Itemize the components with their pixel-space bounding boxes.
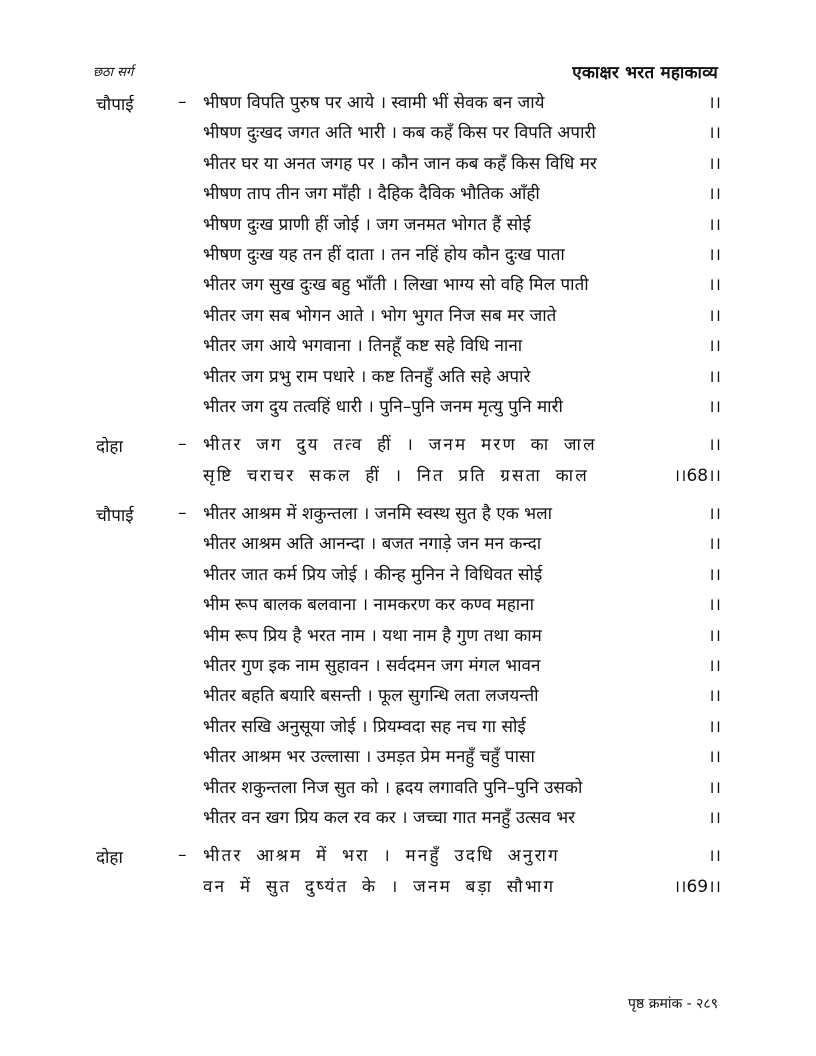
verse-line (203, 681, 721, 711)
verse-line (203, 590, 721, 620)
verse-line (203, 651, 721, 681)
verse-text: भीतर जग दुय तत्व हीं । जनम मरण का जाल (203, 435, 597, 456)
verse-line (203, 712, 721, 742)
verse-line (203, 362, 721, 392)
verse-line (203, 118, 721, 148)
verse-text: भीतर गुण इक नाम सुहावन । सर्वदमन जग मंगल भावन (203, 656, 541, 677)
verse-lines (203, 88, 721, 422)
verse-end-mark: ।। (708, 123, 721, 144)
verse-line (203, 301, 721, 331)
verse-text: भीतर शकुन्तला निज सुत को । ह्रदय लगावति पुनि–पुनि उसको (203, 777, 583, 798)
verse-end-mark: ।। (708, 366, 721, 387)
verse-end-mark: ।। (708, 275, 721, 296)
verse-text: सृष्टि चराचर सकल हीं । नित प्रति ग्रसता काल (203, 465, 589, 486)
verse-line (203, 392, 721, 422)
stanza-dash: – (178, 845, 187, 866)
verse-text: भीतर वन खग प्रिय कल रव कर । जच्चा गात मनहुँ उत्सव भर (203, 807, 576, 828)
verse-text: भीषण ताप तीन जग माँही । दैहिक दैविक भौतिक आँही (203, 184, 540, 205)
verse-line (203, 210, 721, 240)
verse-text: वन में सुत दुष्यंत के । जनम बड़ा सौभाग (203, 876, 556, 897)
verse-end-mark: ।। (708, 396, 721, 417)
stanza-type-label: दोहा (96, 848, 123, 869)
verse-line (203, 621, 721, 651)
verse-line (203, 179, 721, 209)
verse-lines (203, 841, 721, 902)
verse-end-mark: ।। (708, 595, 721, 616)
verse-text: भीतर जग प्रभु राम पधारे । कष्ट तिनहुँ अति सहे अपारे (203, 366, 531, 387)
verse-text: भीतर जग दुय तत्वहिं धारी । पुनि–पुनि जनम मृत्यु पुनि मारी (203, 396, 563, 417)
verse-end-mark: ।। (708, 244, 721, 265)
verse-text: भीम रूप प्रिय है भरत नाम । यथा नाम है गुण तथा काम (203, 625, 542, 646)
verse-end-mark: ।। (708, 504, 721, 525)
verse-text: भीतर सखि अनुसूया जोई । प्रियम्वदा सह नच गा सोई (203, 716, 526, 737)
verse-line (203, 430, 721, 460)
verse-lines (203, 430, 721, 491)
verse-body (0, 88, 816, 910)
verse-end-mark: ।।68।। (673, 465, 721, 486)
verse-end-mark: ।। (708, 336, 721, 357)
verse-end-mark: ।। (708, 564, 721, 585)
stanza-dash: – (178, 434, 187, 455)
verse-line (203, 149, 721, 179)
verse-text: भीतर जग सुख दुःख बहु भाँती । लिखा भाग्य सो वहि मिल पाती (203, 275, 589, 296)
verse-line (203, 560, 721, 590)
verse-end-mark: ।। (708, 153, 721, 174)
verse-end-mark: ।। (708, 807, 721, 828)
stanza-2 (0, 430, 816, 491)
verse-line (203, 270, 721, 300)
verse-text: भीषण विपति पुरुष पर आये । स्वामी भीं सेवक बन जाये (203, 93, 545, 113)
verse-text: भीतर जात कर्म प्रिय जोई । कीन्ह मुनिन ने विधिवत सोई (203, 564, 543, 585)
stanza-4 (0, 841, 816, 902)
verse-line (203, 461, 721, 491)
verse-end-mark: ।। (708, 656, 721, 677)
verse-end-mark: ।। (708, 534, 721, 555)
verse-text: भीतर जग आये भगवाना । तिनहूँ कष्ट सहे विधि नाना (203, 336, 523, 357)
verse-line (203, 742, 721, 772)
verse-end-mark: ।। (708, 625, 721, 646)
verse-text: भीषण दुःख यह तन हीं दाता । तन नहिं होय कौन दुःख पाता (203, 244, 565, 265)
verse-end-mark: ।। (708, 93, 721, 113)
verse-line (203, 88, 721, 118)
verse-text: भीतर बहति बयारि बसन्ती । फूल सुगन्धि लता लजयन्ती (203, 686, 539, 707)
verse-end-mark: ।। (708, 747, 721, 768)
verse-text: भीतर घर या अनत जगह पर । कौन जान कब कहँ किस विधि मर (203, 153, 597, 174)
verse-text: भीतर आश्रम में शकुन्तला । जनमि स्वस्थ सुत है एक भला (203, 504, 553, 525)
verse-text: भीतर जग सब भोगन आते । भोग भुगत निज सब मर जाते (203, 305, 557, 326)
stanza-dash: – (178, 92, 187, 112)
stanza-type-label: चौपाई (96, 506, 134, 527)
verse-text: भीतर आश्रम अति आनन्दा । बजत नगाड़े जन मन कन्दा (203, 534, 542, 555)
stanza-type-label: दोहा (96, 437, 123, 458)
verse-text: भीतर आश्रम में भरा । मनहुँ उदधि अनुराग (203, 846, 560, 867)
verse-line (203, 803, 721, 833)
verse-end-mark: ।। (708, 686, 721, 707)
verse-line (203, 331, 721, 361)
book-title-header: एकाक्षर भरत महाकाव्य (572, 63, 718, 83)
stanza-type-label: चौपाई (96, 95, 134, 115)
verse-text: भीषण दुःखद जगत अति भारी । कब कहँ किस पर विपति अपारी (203, 123, 596, 144)
stanza-1 (0, 88, 816, 422)
verse-end-mark: ।। (708, 184, 721, 205)
verse-lines (203, 499, 721, 833)
verse-end-mark: ।। (708, 435, 721, 456)
verse-end-mark: ।।69।। (673, 876, 721, 897)
chapter-header: छठा सर्ग (93, 65, 134, 80)
verse-line (203, 773, 721, 803)
verse-end-mark: ।। (708, 214, 721, 235)
page-number: पृष्ठ क्रमांक - २८९ (628, 996, 718, 1012)
verse-line (203, 872, 721, 902)
stanza-3 (0, 499, 816, 833)
verse-text: भीम रूप बालक बलवाना । नामकरण कर कण्व महाना (203, 595, 535, 616)
verse-text: भीतर आश्रम भर उल्लासा । उमड़त प्रेम मनहुँ चहुँ पासा (203, 747, 535, 768)
verse-end-mark: ।। (708, 846, 721, 867)
verse-line (203, 529, 721, 559)
verse-line (203, 841, 721, 871)
verse-end-mark: ।। (708, 716, 721, 737)
verse-end-mark: ।। (708, 777, 721, 798)
verse-end-mark: ।। (708, 305, 721, 326)
verse-line (203, 499, 721, 529)
stanza-dash: – (178, 503, 187, 524)
verse-line (203, 240, 721, 270)
verse-text: भीषण दुःख प्राणी हीं जोई । जग जनमत भोगत हैं सोई (203, 214, 531, 235)
